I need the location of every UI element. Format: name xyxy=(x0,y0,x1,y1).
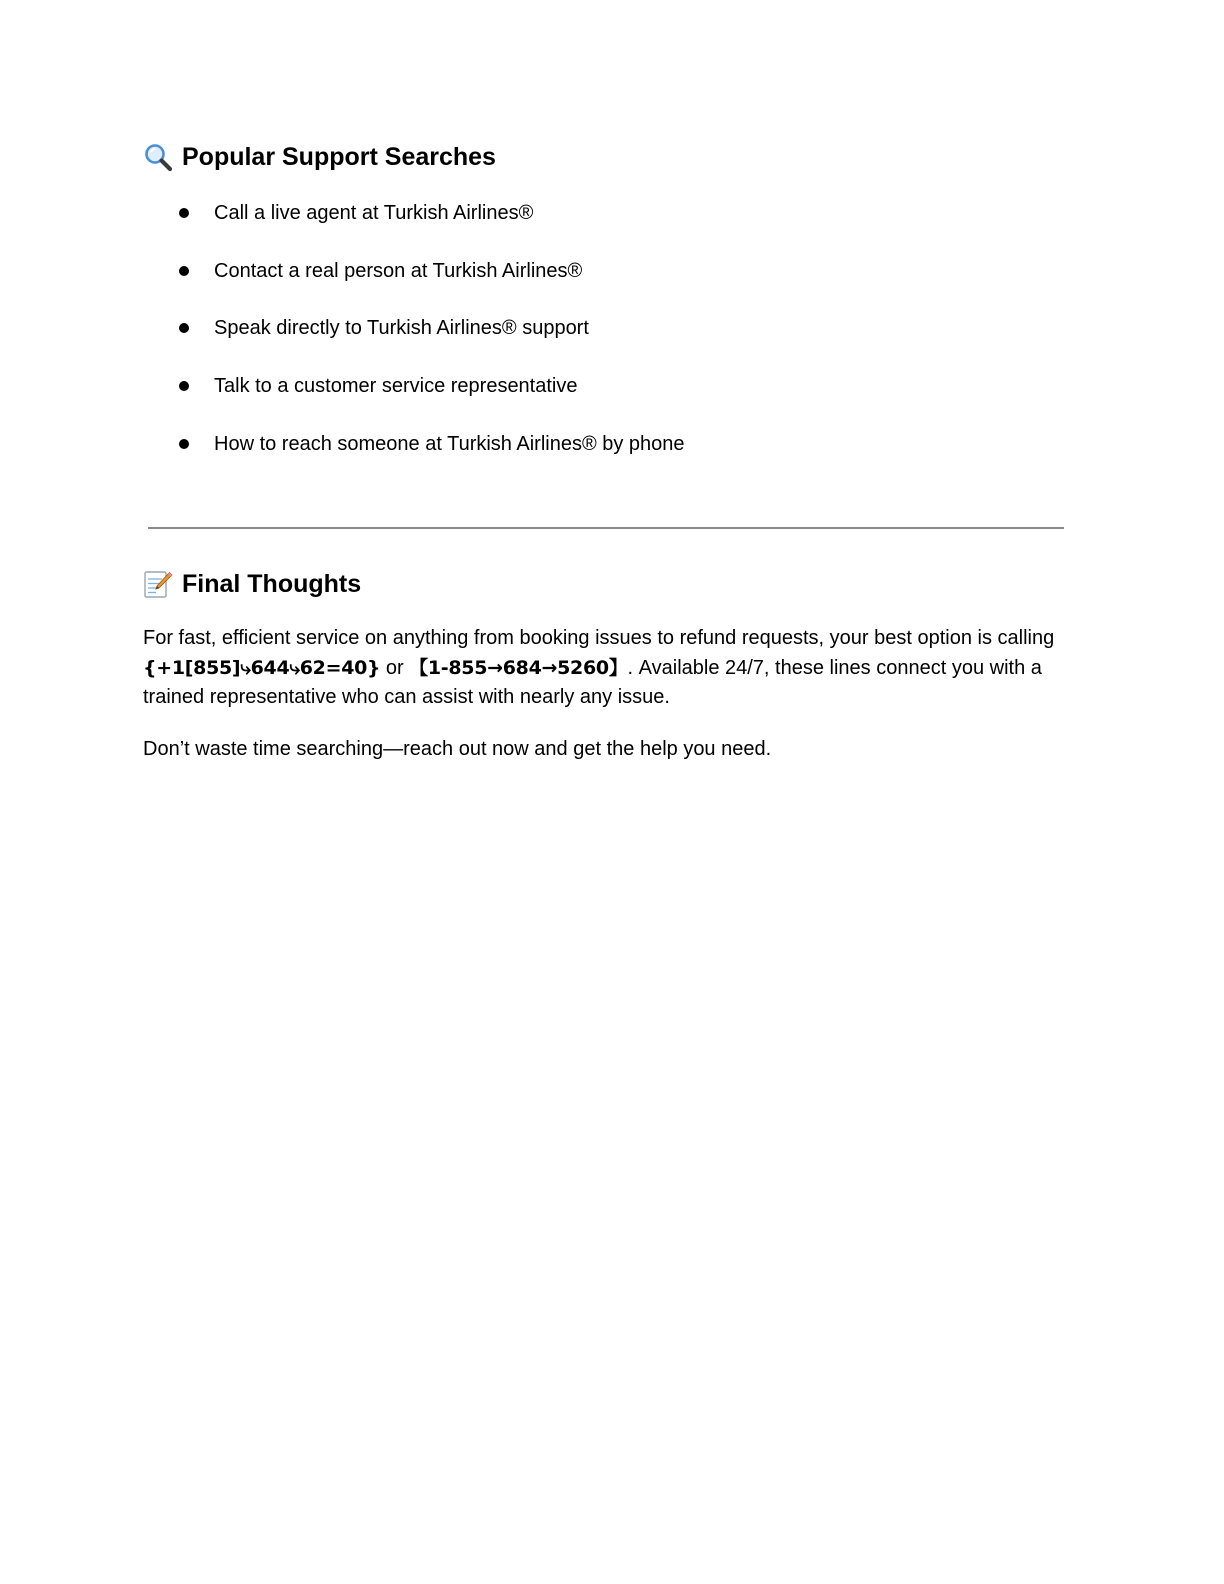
list-item-text: Call a live agent at Turkish Airlines® xyxy=(214,202,534,224)
list-item xyxy=(143,313,685,343)
phone-number-primary: {+1[855]⤷644⤷62=40} xyxy=(143,656,381,679)
list-item-text: Contact a real person at Turkish Airlines® xyxy=(214,259,583,282)
bullet-icon xyxy=(179,439,189,449)
bullet-icon xyxy=(179,323,189,333)
bullet-icon xyxy=(179,381,189,391)
paragraph-text: . Available 24/7, these lines connect you with a trained representative who can assist with nearly any issue. xyxy=(143,656,1042,708)
bullet-icon xyxy=(179,208,189,218)
list-item-text: Talk to a customer service representative xyxy=(214,375,578,398)
memo-pencil-icon xyxy=(143,569,175,599)
paragraph-text: or xyxy=(380,656,410,679)
list-item-text: Speak directly to Turkish Airlines® support xyxy=(214,317,589,340)
list-item-text: How to reach someone at Turkish Airlines® by phone xyxy=(214,432,685,455)
magnifying-glass-icon xyxy=(143,142,175,172)
paragraph-text: For fast, efficient service on anything from booking issues to refund requests, your best option is calling xyxy=(143,627,1055,649)
list-item xyxy=(143,198,685,228)
section-title: Final Thoughts xyxy=(182,570,362,598)
final-thoughts-paragraph xyxy=(143,624,1078,713)
bullet-icon xyxy=(179,266,189,276)
phone-number-secondary: 【1-855→684→5260】 xyxy=(409,656,628,679)
section-heading-popular-searches xyxy=(143,142,496,172)
section-title: Popular Support Searches xyxy=(182,143,496,171)
list-item xyxy=(143,371,685,401)
horizontal-divider xyxy=(148,527,1064,529)
list-item xyxy=(143,429,685,459)
list-item xyxy=(143,256,685,286)
section-heading-final-thoughts xyxy=(143,569,361,599)
closing-paragraph: Don’t waste time searching—reach out now and get the help you need. xyxy=(143,738,772,760)
popular-searches-list xyxy=(143,198,685,486)
